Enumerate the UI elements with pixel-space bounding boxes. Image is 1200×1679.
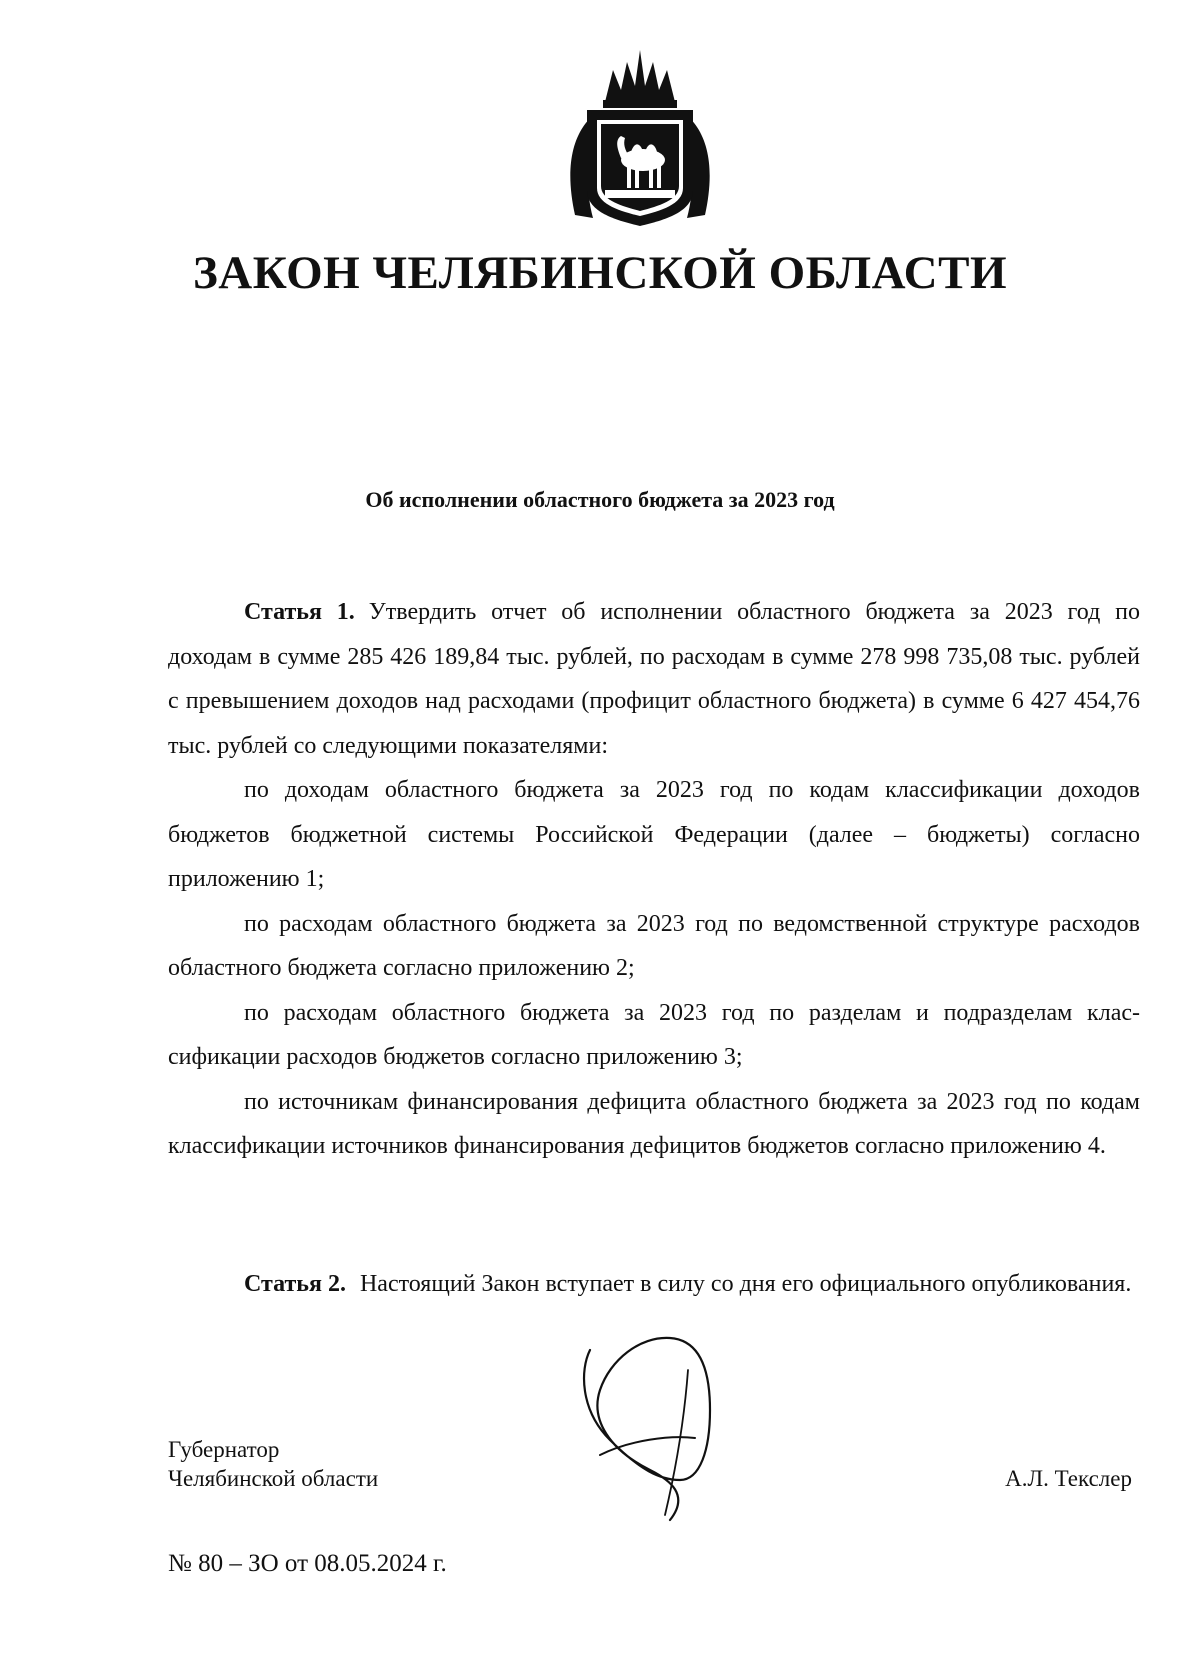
article-1-label: Статья 1. [244, 599, 355, 625]
article-2-text: Настоящий Закон вступает в силу со дня его официального опубликования. [359, 1271, 1132, 1297]
article-1-intro [168, 590, 1140, 768]
article-1-intro-text: Утвердить отчет об исполнении областного бюджета за 2023 год по доходам в сумме 285 426 189,84 тыс. рублей, по расходам в сумме 278 998 735,08 тыс. рублей с превышением доходов над расходами (профицит областного бюджета) в сумме 6 427 454,76 тыс. рублей со следующими показателями: [168, 599, 1140, 759]
signatory-position [168, 1435, 378, 1493]
article-2-label: Статья 2. [244, 1271, 346, 1297]
position-line: Губернатор [168, 1437, 280, 1462]
article-1-item: по доходам областного бюджета за 2023 год по кодам классификации доходов бюджетов бюджетной системы Российской Федерации (далее – бюджеты) согласно приложению 1; [168, 777, 1140, 892]
handwritten-signature-icon [570, 1330, 750, 1530]
position-line: Челябинской области [168, 1466, 379, 1491]
chelyabinsk-coat-of-arms-icon [565, 40, 715, 230]
article-1-item: по расходам областного бюджета за 2023 год по разделам и подразделам классификации расходов бюджетов согласно приложению 3; [168, 999, 1140, 1070]
article-2 [168, 1262, 1140, 1307]
law-number: № 80 – ЗО от 08.05.2024 г. [168, 1550, 447, 1577]
law-heading: ЗАКОН ЧЕЛЯБИНСКОЙ ОБЛАСТИ [192, 247, 1008, 299]
article-1-item: по источникам финансирования дефицита областного бюджета за 2023 год по кодам классификации источников финансирования дефицитов бюджетов согласно приложению 4. [168, 1088, 1140, 1159]
article-1 [168, 590, 1140, 1169]
article-2-paragraph [168, 1262, 1140, 1307]
article-1-item: по расходам областного бюджета за 2023 год по ведомственной структуре расходов областного бюджета согласно приложению 2; [168, 910, 1140, 981]
signatory-name: А.Л. Текслер [1005, 1466, 1132, 1491]
document-title: Об исполнении областного бюджета за 2023 год [365, 487, 835, 512]
